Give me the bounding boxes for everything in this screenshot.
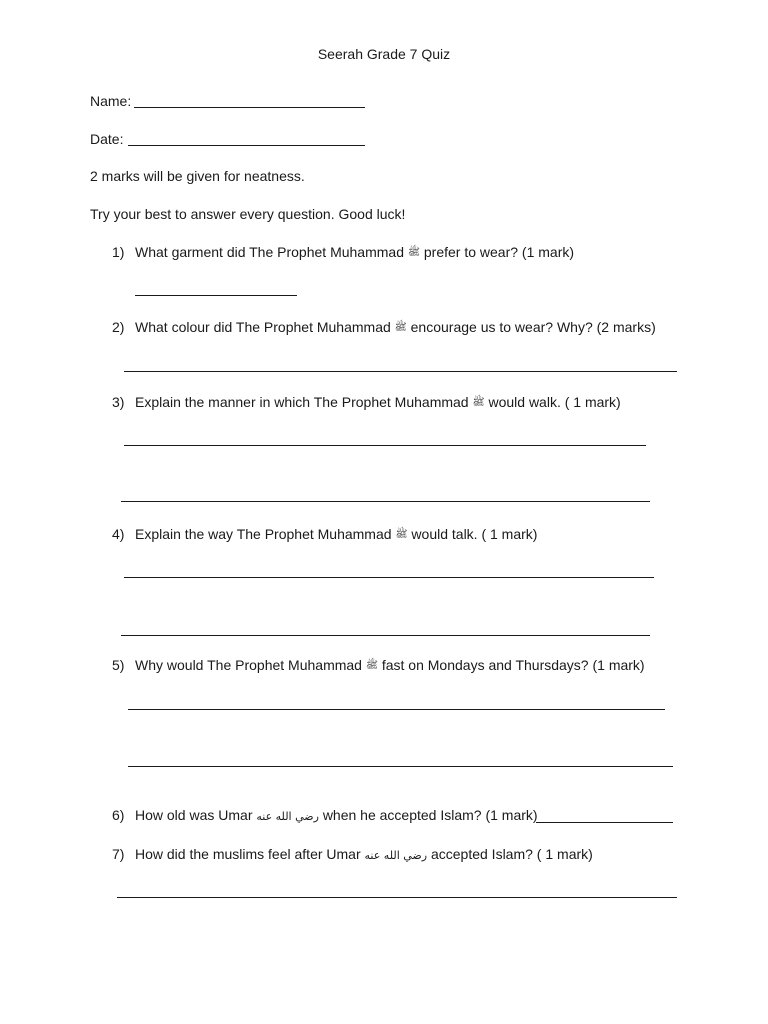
answer-line[interactable] [121, 635, 650, 636]
question-text: How did the muslims feel after Umar رضي الله عنه accepted Islam? ( 1 mark) [135, 846, 593, 862]
question-text: Why would The Prophet Muhammad ﷺ fast on Mondays and Thursdays? (1 mark) [135, 657, 645, 673]
pbuh-honorific: ﷺ [472, 397, 485, 408]
question-text: Explain the manner in which The Prophet Muhammad ﷺ would walk. ( 1 mark) [135, 394, 621, 410]
question-text: Explain the way The Prophet Muhammad ﷺ would talk. ( 1 mark) [135, 526, 538, 542]
question-text: What colour did The Prophet Muhammad ﷺ encourage us to wear? Why? (2 marks) [135, 319, 656, 335]
answer-line[interactable] [128, 766, 673, 767]
answer-line[interactable] [536, 822, 673, 823]
page-title: Seerah Grade 7 Quiz [317, 46, 451, 62]
neatness-note: 2 marks will be given for neatness. [90, 168, 305, 184]
date-field[interactable] [128, 145, 365, 146]
name-field[interactable] [134, 107, 365, 108]
radiallahu-anhu-honorific: رضي الله عنه [364, 849, 428, 862]
question-number: 4) [112, 526, 125, 542]
date-label: Date: [90, 131, 124, 147]
answer-line[interactable] [135, 295, 297, 296]
answer-line[interactable] [117, 897, 677, 898]
question-number: 7) [112, 846, 125, 862]
answer-line[interactable] [124, 445, 646, 446]
answer-line[interactable] [128, 709, 665, 710]
question-number: 5) [112, 657, 125, 673]
question-number: 3) [112, 394, 125, 410]
radiallahu-anhu-honorific: رضي الله عنه [256, 810, 319, 823]
answer-line[interactable] [121, 501, 650, 502]
pbuh-honorific: ﷺ [407, 247, 420, 258]
pbuh-honorific: ﷺ [394, 322, 407, 333]
pbuh-honorific: ﷺ [365, 660, 378, 671]
question-number: 1) [112, 244, 125, 260]
question-text: How old was Umar رضي الله عنه when he accepted Islam? (1 mark) [135, 807, 538, 823]
name-label: Name: [90, 93, 132, 109]
answer-line[interactable] [124, 577, 654, 578]
pbuh-honorific: ﷺ [395, 529, 408, 540]
question-number: 6) [112, 807, 125, 823]
question-text: What garment did The Prophet Muhammad ﷺ prefer to wear? (1 mark) [135, 244, 575, 260]
instruction-text: Try your best to answer every question. Good luck! [90, 206, 406, 222]
question-number: 2) [112, 319, 125, 335]
answer-line[interactable] [124, 371, 677, 372]
